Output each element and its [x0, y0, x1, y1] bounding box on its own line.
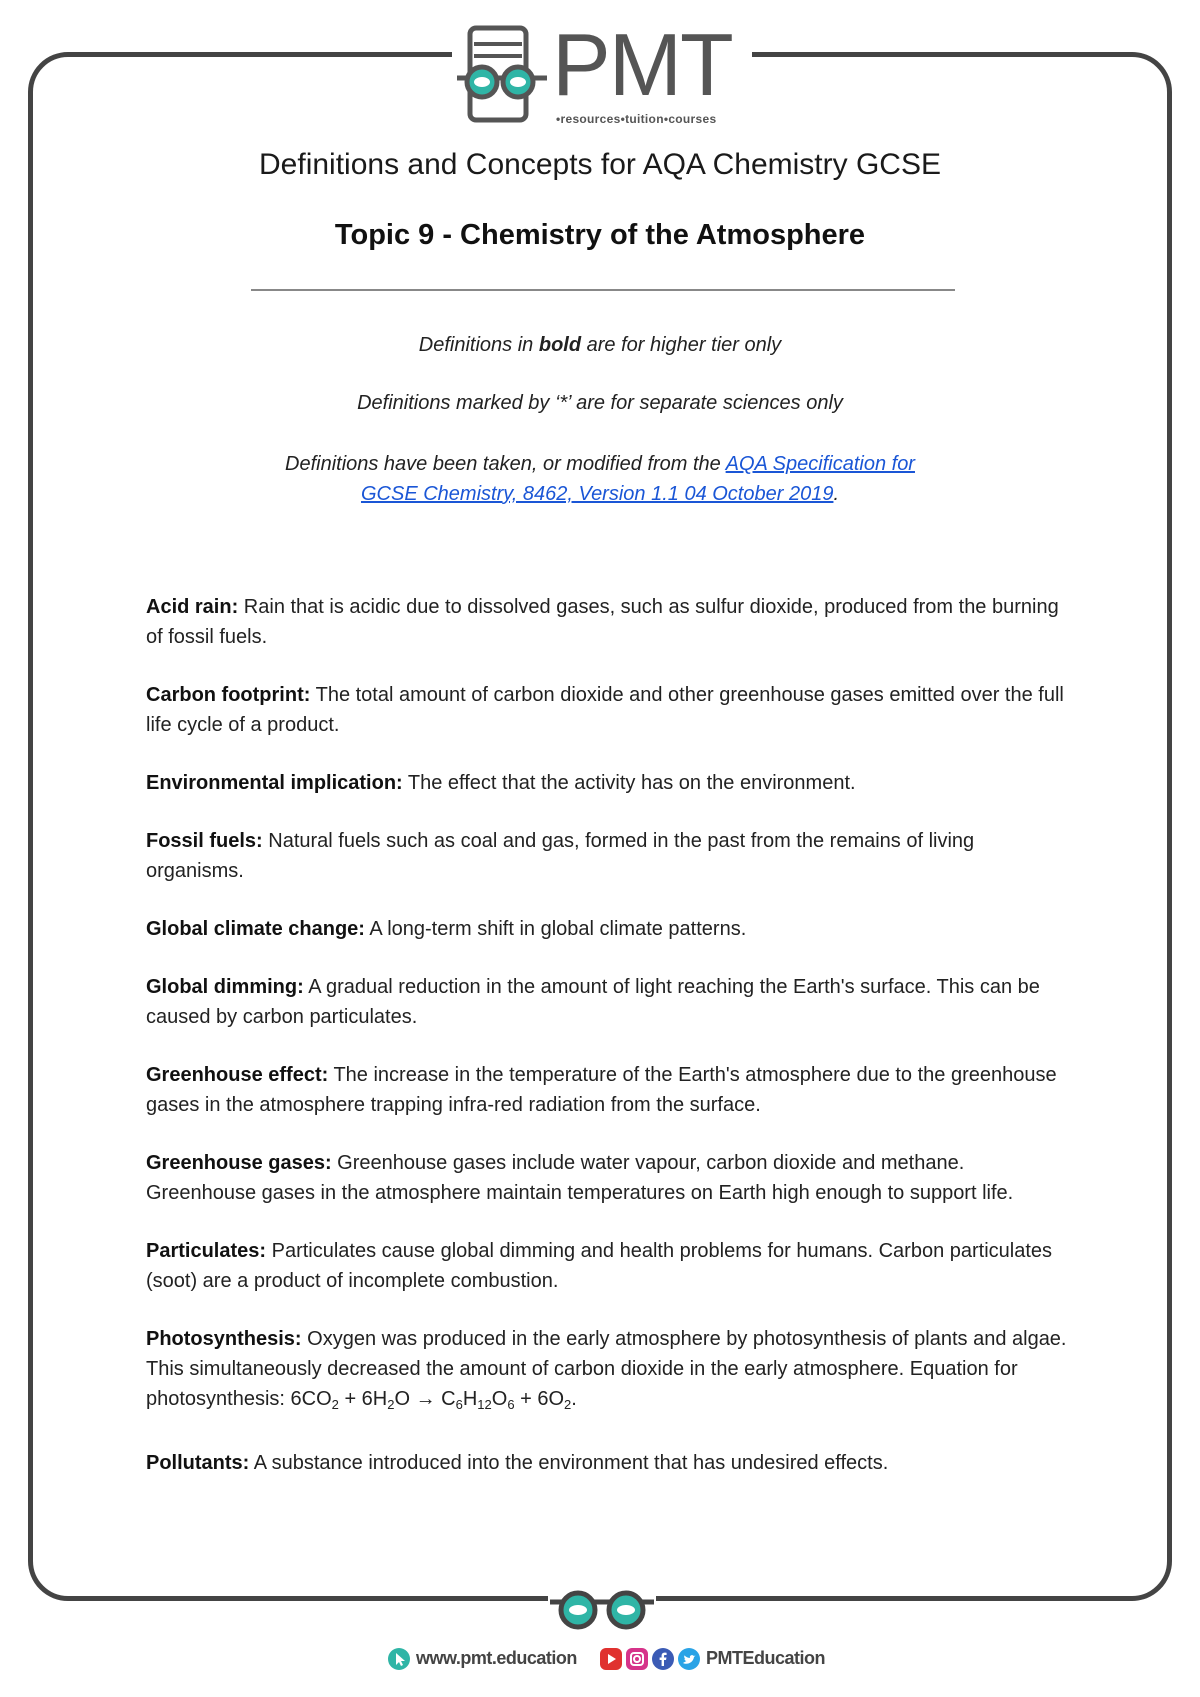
definition-term: Environmental implication:: [146, 772, 403, 794]
definition-term: Pollutants:: [146, 1452, 250, 1474]
definition-term: Greenhouse effect:: [146, 1064, 329, 1086]
definition-term: Fossil fuels:: [146, 830, 263, 852]
definition-term: Acid rain:: [146, 596, 239, 618]
social-handle[interactable]: PMTEducation: [706, 1648, 825, 1668]
glasses-icon: [548, 1588, 656, 1634]
note-bold: [0, 334, 1200, 357]
note-bold-prefix: Definitions in: [418, 334, 539, 356]
pmt-logo: [452, 15, 752, 130]
note-bold-word: bold: [538, 334, 582, 356]
definition-term: Photosynthesis:: [146, 1328, 302, 1350]
note-source-suffix: .: [833, 483, 840, 505]
cursor-icon[interactable]: [388, 1648, 410, 1670]
definition-text: Particulates cause global dimming and health problems for humans. Carbon particulates (soot) are a product of incomplete combustion.: [146, 1240, 1053, 1292]
note-source-prefix: Definitions have been taken, or modified from the: [285, 453, 726, 475]
logo-text: PMT: [552, 15, 732, 114]
definition-text: A gradual reduction in the amount of light reaching the Earth's surface. This can be caused by carbon particulates.: [146, 976, 1040, 1028]
divider: [251, 289, 955, 291]
youtube-icon[interactable]: [600, 1648, 622, 1670]
definition-text: A substance introduced into the environment that has undesired effects.: [249, 1452, 889, 1474]
definition-item: [146, 680, 1076, 740]
definition-text: A long-term shift in global climate patterns.: [364, 918, 747, 940]
logo-tagline: •resources•tuition•courses: [556, 112, 717, 126]
note-source: [0, 449, 1200, 509]
definition-item: [146, 1060, 1076, 1120]
definition-item: [146, 826, 1076, 886]
photosynthesis-equation: $6CO_2 + 6H_2O \to C_6H_{12}O_6 + 6O_2$.: [290, 1388, 577, 1412]
definition-text: Natural fuels such as coal and gas, formed in the past from the remains of living organisms.: [146, 830, 975, 882]
definition-term: Global climate change:: [146, 918, 365, 940]
definition-text: Oxygen was produced in the early atmosphere by photosynthesis of plants and algae. This simultaneously decreased the amount of carbon dioxide in the early atmosphere. Equation for photosynthesis:: [146, 1328, 1067, 1410]
definition-item: [146, 1448, 1076, 1478]
note-bold-suffix: are for higher tier only: [581, 334, 782, 356]
twitter-icon[interactable]: [678, 1648, 700, 1670]
definition-item: [146, 592, 1076, 652]
definition-item: [146, 768, 1076, 798]
definition-text: Rain that is acidic due to dissolved gases, such as sulfur dioxide, produced from the burning of fossil fuels.: [146, 596, 1059, 648]
note-separate: Definitions marked by ‘*’ are for separate sciences only: [357, 392, 843, 414]
definition-text: The effect that the activity has on the environment.: [402, 772, 856, 794]
definition-text: The total amount of carbon dioxide and other greenhouse gases emitted over the full life cycle of a product.: [146, 684, 1064, 736]
footer-glasses: [548, 1588, 656, 1634]
instagram-icon[interactable]: [626, 1648, 648, 1670]
definition-item: [146, 1236, 1076, 1296]
definition-text: Greenhouse gases include water vapour, carbon dioxide and methane. Greenhouse gases in the atmosphere maintain temperatures on Earth high enough to support life.: [146, 1152, 1014, 1204]
website-link[interactable]: www.pmt.education: [416, 1648, 577, 1668]
definition-item: [146, 1324, 1076, 1420]
definition-item: [146, 1148, 1076, 1208]
definition-term: Carbon footprint:: [146, 684, 311, 706]
spec-link-line1[interactable]: AQA Specification for: [725, 453, 915, 475]
document-title: Definitions and Concepts for AQA Chemistry GCSE: [259, 148, 941, 181]
definition-text: The increase in the temperature of the Earth's atmosphere due to the greenhouse gases in the atmosphere trapping infra-red radiation from the surface.: [146, 1064, 1057, 1116]
pmt-logo-icon: [452, 20, 552, 130]
definition-item: [146, 914, 1076, 944]
definitions-list: [146, 592, 1076, 1506]
definition-item: [146, 972, 1076, 1032]
definition-term: Particulates:: [146, 1240, 267, 1262]
facebook-icon[interactable]: [652, 1648, 674, 1670]
definition-term: Global dimming:: [146, 976, 304, 998]
spec-link-line2[interactable]: GCSE Chemistry, 8462, Version 1.1 04 October 2019: [360, 483, 834, 505]
definition-term: Greenhouse gases:: [146, 1152, 332, 1174]
topic-title: Topic 9 - Chemistry of the Atmosphere: [334, 219, 866, 251]
